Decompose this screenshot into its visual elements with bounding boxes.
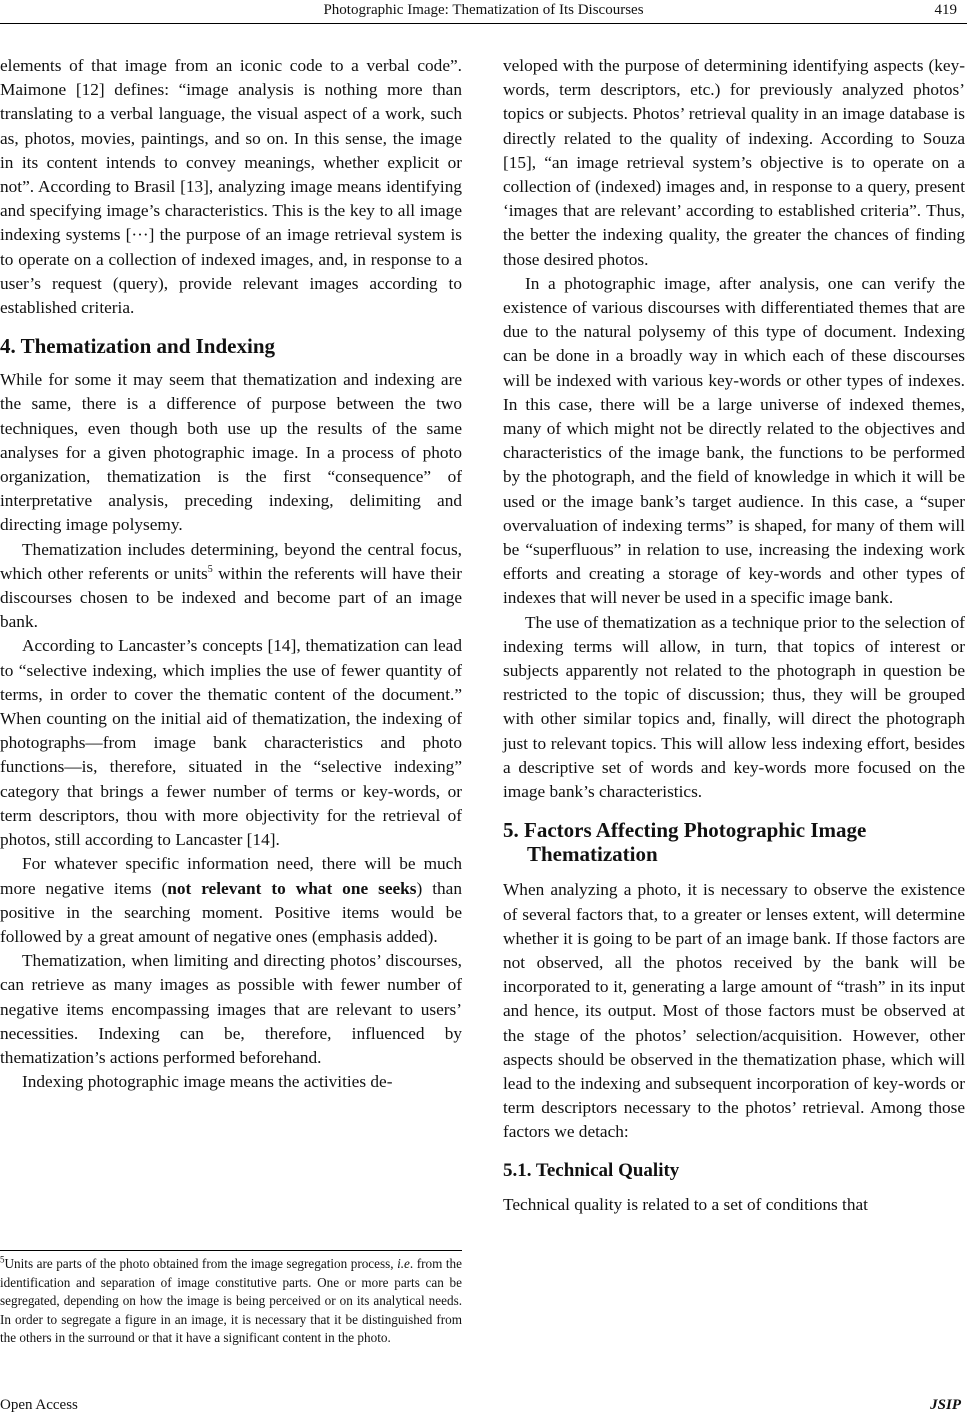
footer-journal: JSIP	[930, 1397, 961, 1413]
paragraph: veloped with the purpose of determining identifying aspects (key-words, term descriptors, etc.) for previously analyzed photos’ topics or subjects. Photos’ retrieval quality in an image database is directly related to the quality of indexing. According to Souza [15], “an image retrieval system’s objective is to operate on a collection of (indexed) images and, in response to a query, present ‘images that are relevant’ according to established criteria”. Thus, the better the indexing quality, the greater the chances of finding those desired photos.	[503, 56, 965, 269]
paragraph: While for some it may seem that thematization and indexing are the same, there is a difference of purpose between the two techniques, even though both use up the results of the same analyses for a given photographic image. In a process of photo organization, thematization is the first “consequence” of interpretative analysis, preceding indexing, delimiting and directing image polysemy.	[0, 370, 462, 535]
paragraph: Thematization, when limiting and directing photos’ discourses, can retrieve as many images as possible with fewer number of negative items encompassing images that are relevant to users’ necessities. Indexing can be, therefore, influenced by thematization’s actions performed beforehand.	[0, 951, 462, 1067]
section-heading: 4. Thematization and Indexing	[0, 334, 275, 359]
paragraph-text: ) than positive in the searching moment. Positive items would be followed by a great amount of negative ones (emphasis added).	[0, 878, 462, 946]
footnote-rule	[0, 1250, 462, 1251]
footnote-marker: 5	[0, 1254, 5, 1265]
header-rule	[0, 23, 967, 24]
running-header-title: Photographic Image: Thematization of Its Discourses	[323, 2, 644, 18]
footnote-italic: i.e	[397, 1256, 410, 1271]
section-heading: 5. Factors Affecting Photographic Image Thematization	[503, 818, 867, 867]
paragraph: Technical quality is related to a set of conditions that	[503, 1194, 868, 1214]
emphasis-text: not relevant to what one seeks	[167, 878, 417, 898]
subsection-heading: 5.1. Technical Quality	[503, 1159, 680, 1181]
paragraph: In a photographic image, after analysis, one can verify the existence of various discourses with differentiated themes that are due to the natural polysemy of this type of document. Indexing can be done in a broadly way in which each of these discourses will be indexed with various key-words or other types of indexes. In this case, there will be a large universe of indexed themes, many of which might not be directly related to the objectives and characteristics of the image bank, the functions to be performed by the photograph, and the field of knowledge in which it will be used or the image bank’s target audience. In this case, a “super overvaluation of indexing terms” is shaped, for many of them will be “superfluous” in relation to use, increasing the indexing work efforts and creating a storage of key-words and other types of indexes that will never be used in a specific image bank.	[503, 273, 965, 608]
left-column	[0, 54, 462, 1094]
footnote-text: . from the identification and separation of image constitutive parts. One or more parts can be segregated, depending on how the image is being perceived or on its analytical needs. In order to segregate a figure in an image, it is necessary that it be distinguished from the others in the surround or that it have a significant content in the photo.	[0, 1256, 462, 1346]
paragraph-text: For whatever specific information need, there will be much more negative items (	[0, 854, 462, 898]
paragraph: When analyzing a photo, it is necessary to observe the existence of several factors that, to a greater or lenses extent, will determine whether it is going to be part of an image bank. If those factors are not observed, all the photos received by the bank will be incorporated to it, generating a large amount of “trash” in its input and hence, its output. Most of those factors must be observed at the stage of the photos’ selection/acquisition. However, other aspects should be observed in the thematization phase, which will lead to the indexing and subsequent incorporation of key-words or term descriptors necessary to the photos’ retrieval. Among those factors we detach:	[503, 880, 965, 1142]
page-number: 419	[934, 2, 957, 18]
paragraph: Indexing photographic image means the activities de-	[22, 1072, 393, 1092]
paragraph: According to Lancaster’s concepts [14], thematization can lead to “selective indexing, which implies the use of fewer quantity of terms, in order to cover the thematic content of the document.” When counting on the initial aid of thematization, the indexing of photographs—from image bank characteristics and photo functions—is, therefore, situated in the “selective indexing” category that brings a fewer number of terms or key-words, or term descriptors, thou with more objectivity for the retrieval of photos, still according to Lancaster [14].	[0, 636, 462, 850]
paragraph: elements of that image from an iconic code to a verbal code”. Maimone [12] defines: “image analysis is nothing more than translating to a verbal language, the visual aspect of a work, such as, photos, movies, paintings, and so on. In this sense, the image in its content intends to convey meanings, whether explicit or not”. According to Brasil [13], analyzing image means identifying and specifying image’s characteristics. This is the key to all image indexing systems [···] the purpose of an image retrieval system is to operate on a collection of indexed images, and, in response to a user’s request (query), provide relevant images according to established criteria.	[0, 56, 462, 318]
paragraph: The use of thematization as a technique prior to the selection of indexing terms will allow, in turn, that topics of interest or subjects apparently not related to the photograph in question be restricted to the topic of discussion; thus, they will be grouped with other similar topics and, finally, will direct the photograph just to relevant topics. This will allow less indexing effort, besides a descriptive set of words and key-words more focused on the image bank’s characteristics.	[503, 612, 965, 802]
footnote-text: Units are parts of the photo obtained from the image segregation process,	[4, 1256, 398, 1271]
right-column	[503, 54, 965, 1217]
footer-open-access: Open Access	[0, 1397, 78, 1413]
paragraph	[0, 538, 462, 635]
paragraph	[0, 852, 462, 949]
footnote	[0, 1255, 462, 1348]
footnote-marker: 5	[207, 564, 213, 576]
paragraph-text: Thematization includes determining, beyond the central focus, which other referents or units	[0, 539, 462, 583]
paragraph-text: within the referents will have their discourses chosen to be indexed and become part of an image bank.	[0, 563, 462, 632]
